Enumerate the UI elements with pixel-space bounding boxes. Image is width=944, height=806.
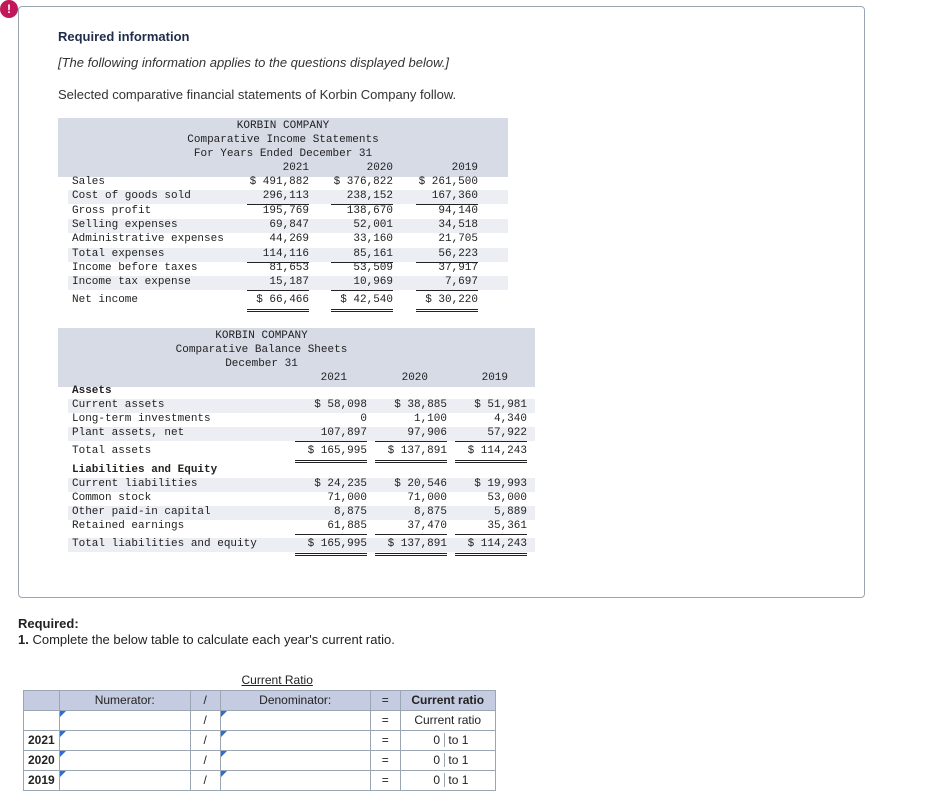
- ratio-value: 0: [427, 753, 445, 767]
- required-instruction: [18, 632, 395, 647]
- numerator-input[interactable]: [59, 730, 190, 750]
- slash: /: [190, 730, 220, 750]
- bs-row-value: 35,361: [487, 520, 527, 532]
- required-number: 1.: [18, 632, 29, 647]
- is-period: For Years Ended December 31: [193, 148, 373, 160]
- ratio-suffix: to 1: [448, 773, 469, 787]
- slash: /: [190, 770, 220, 790]
- required-text: Complete the below table to calculate each year's current ratio.: [32, 632, 395, 647]
- double-underline: [375, 553, 447, 556]
- is-row-value: $ 261,500: [418, 176, 478, 188]
- bs-row-value: 53,000: [487, 492, 527, 504]
- input-marker: [60, 771, 66, 777]
- slash: /: [190, 710, 220, 730]
- is-row-value: 69,847: [269, 218, 309, 231]
- equals-header: =: [370, 690, 400, 710]
- is-row-value: 10,969: [353, 276, 393, 289]
- denominator-input[interactable]: [220, 770, 370, 790]
- underline: [416, 191, 478, 205]
- bs-row-label: Retained earnings: [72, 520, 185, 532]
- result-subheader: Current ratio: [400, 710, 495, 730]
- bs-row-value: $ 58,098: [314, 399, 367, 411]
- is-row-value: $ 491,882: [249, 176, 309, 188]
- is-row-value: $ 66,466: [256, 294, 309, 307]
- underline: [247, 277, 309, 291]
- ratio-suffix: to 1: [448, 733, 469, 747]
- equals: =: [370, 730, 400, 750]
- applies-note: [The following information applies to the questions displayed below.]: [58, 55, 449, 70]
- income-statement: [58, 118, 508, 312]
- input-marker: [221, 771, 227, 777]
- bs-row-value: $ 137,891: [387, 538, 447, 550]
- assets-heading: Assets: [72, 385, 112, 397]
- numerator-field[interactable]: [64, 771, 186, 789]
- bs-row-label: Total assets: [72, 445, 152, 457]
- is-row-label: Income tax expense: [72, 276, 191, 289]
- double-underline: [455, 553, 527, 556]
- is-row-value: 33,160: [353, 233, 393, 246]
- numerator-input[interactable]: [59, 750, 190, 770]
- denominator-field[interactable]: [225, 771, 366, 789]
- is-row-label: Sales: [72, 176, 106, 188]
- numerator-input[interactable]: [59, 770, 190, 790]
- equals: =: [370, 710, 400, 730]
- is-year-2020: 2020: [366, 162, 393, 174]
- double-underline: [455, 460, 527, 463]
- denominator-input[interactable]: [220, 750, 370, 770]
- input-marker: [60, 711, 66, 717]
- is-row-value: 56,223: [438, 247, 478, 260]
- is-row-value: 44,269: [269, 233, 309, 246]
- is-title: Comparative Income Statements: [187, 134, 379, 146]
- ratio-result: [400, 750, 495, 770]
- year-label: 2020: [24, 750, 60, 770]
- is-row-value: 53,509: [353, 261, 393, 274]
- is-row-value: 114,116: [262, 247, 309, 260]
- bs-row-value: 107,897: [320, 427, 367, 439]
- underline: [455, 428, 527, 442]
- double-underline: [295, 460, 367, 463]
- ratio-row: [24, 750, 496, 770]
- numerator-field[interactable]: [64, 751, 186, 769]
- input-marker: [60, 751, 66, 757]
- bs-company: KORBIN COMPANY: [215, 330, 308, 342]
- is-row-value: 21,705: [438, 233, 478, 246]
- bs-row-label: Plant assets, net: [72, 427, 185, 439]
- is-row-value: 81,653: [269, 261, 309, 274]
- double-underline: [416, 309, 478, 312]
- is-row-value: 238,152: [346, 190, 393, 203]
- bs-row-label: Common stock: [72, 492, 152, 504]
- denominator-label-input[interactable]: [220, 710, 370, 730]
- denominator-header: Denominator:: [220, 690, 370, 710]
- underline: [331, 277, 393, 291]
- underline: [247, 191, 309, 205]
- bs-row-label: Current assets: [72, 399, 165, 411]
- ratio-result: [400, 770, 495, 790]
- ratio-row: [24, 730, 496, 750]
- is-row-value: 52,001: [353, 218, 393, 231]
- bs-row-value: $ 20,546: [394, 478, 447, 490]
- denominator-field[interactable]: [225, 731, 366, 749]
- is-row-value: 85,161: [353, 247, 393, 260]
- current-ratio-title: Current Ratio: [241, 672, 313, 687]
- underline: [331, 191, 393, 205]
- is-row-label: Total expenses: [72, 247, 165, 260]
- underline: [455, 521, 527, 535]
- bs-year-2019: 2019: [481, 372, 508, 384]
- bs-row-value: $ 38,885: [394, 399, 447, 411]
- underline: [295, 428, 367, 442]
- double-underline: [295, 553, 367, 556]
- is-row-value: 37,917: [438, 261, 478, 274]
- ratio-result: [400, 730, 495, 750]
- is-row-label: Income before taxes: [72, 261, 198, 274]
- denominator-label-field[interactable]: [225, 711, 366, 729]
- ratio-value: 0: [427, 733, 445, 747]
- bs-title: Comparative Balance Sheets: [175, 344, 348, 356]
- bs-row-value: 5,889: [493, 506, 527, 518]
- bs-year-2020: 2020: [401, 372, 428, 384]
- is-row-value: $ 30,220: [425, 294, 478, 307]
- required-title: Required:: [18, 616, 79, 631]
- denominator-input[interactable]: [220, 730, 370, 750]
- numerator-field[interactable]: [64, 731, 186, 749]
- current-ratio-table: [23, 670, 496, 791]
- is-row-value: 7,697: [444, 276, 478, 289]
- double-underline: [247, 309, 309, 312]
- equals: =: [370, 770, 400, 790]
- intro-text: Selected comparative financial statements of Korbin Company follow.: [58, 87, 457, 102]
- bs-row-value: $ 114,243: [467, 538, 527, 550]
- is-row-value: $ 376,822: [333, 176, 393, 188]
- bs-year-2021: 2021: [320, 372, 347, 384]
- is-row-label: Selling expenses: [72, 218, 178, 231]
- is-row-value: 195,769: [262, 204, 309, 217]
- bs-period: December 31: [225, 358, 298, 370]
- required-information-title: Required information: [58, 29, 190, 44]
- input-marker: [221, 711, 227, 717]
- is-row-value: 167,360: [431, 190, 478, 203]
- is-row-label: Gross profit: [72, 204, 152, 217]
- ratio-value: 0: [427, 773, 445, 787]
- result-header: Current ratio: [400, 690, 495, 710]
- bs-row-value: $ 165,995: [307, 538, 367, 550]
- input-marker: [221, 751, 227, 757]
- bs-row-value: $ 51,981: [474, 399, 527, 411]
- is-row-label: Net income: [72, 294, 139, 307]
- bs-row-value: 97,906: [407, 427, 447, 439]
- double-underline: [331, 309, 393, 312]
- numerator-header: Numerator:: [59, 690, 190, 710]
- slash-header: /: [190, 690, 220, 710]
- underline: [416, 277, 478, 291]
- bs-row-value: $ 165,995: [307, 445, 367, 457]
- bs-row-value: 8,875: [333, 506, 367, 518]
- year-label: 2021: [24, 730, 60, 750]
- underline: [416, 249, 478, 263]
- bs-row-value: 71,000: [407, 492, 447, 504]
- is-row-value: 15,187: [269, 276, 309, 289]
- ratio-row: [24, 770, 496, 790]
- double-underline: [375, 460, 447, 463]
- is-row-value: 138,670: [346, 204, 393, 217]
- bs-row-value: $ 114,243: [467, 445, 527, 457]
- bs-row-value: 71,000: [327, 492, 367, 504]
- underline: [295, 521, 367, 535]
- is-year-2021: 2021: [282, 162, 309, 174]
- underline: [375, 428, 447, 442]
- numerator-label-field[interactable]: [64, 711, 186, 729]
- bs-row-value: $ 19,993: [474, 478, 527, 490]
- bs-row-value: 37,470: [407, 520, 447, 532]
- bs-row-label: Total liabilities and equity: [72, 538, 257, 550]
- is-company: KORBIN COMPANY: [236, 120, 330, 132]
- bs-row-label: Current liabilities: [72, 478, 198, 490]
- balance-sheet: [58, 328, 535, 558]
- bs-row-value: $ 137,891: [387, 445, 447, 457]
- is-row-label: Cost of goods sold: [72, 190, 191, 203]
- bs-row-value: 8,875: [413, 506, 447, 518]
- underline: [331, 249, 393, 263]
- ratio-suffix: to 1: [448, 753, 469, 767]
- underline: [247, 249, 309, 263]
- is-row-label: Administrative expenses: [72, 233, 224, 246]
- bs-row-value: 61,885: [327, 520, 367, 532]
- is-row-value: 34,518: [438, 218, 478, 231]
- underline: [375, 521, 447, 535]
- is-row-value: $ 42,540: [340, 294, 393, 307]
- is-row-value: 94,140: [438, 204, 478, 217]
- is-row-value: 296,113: [262, 190, 309, 203]
- bs-row-value: 0: [360, 413, 367, 425]
- liabilities-heading: Liabilities and Equity: [72, 464, 218, 476]
- year-label: 2019: [24, 770, 60, 790]
- bs-row-label: Other paid-in capital: [72, 506, 211, 518]
- numerator-label-input[interactable]: [59, 710, 190, 730]
- bs-row-value: 57,922: [487, 427, 527, 439]
- bs-row-label: Long-term investments: [72, 413, 211, 425]
- denominator-field[interactable]: [225, 751, 366, 769]
- equals: =: [370, 750, 400, 770]
- slash: /: [190, 750, 220, 770]
- alert-icon: !: [0, 0, 18, 18]
- bs-row-value: 4,340: [493, 413, 527, 425]
- bs-row-value: $ 24,235: [314, 478, 367, 490]
- bs-row-value: 1,100: [413, 413, 447, 425]
- input-marker: [60, 731, 66, 737]
- is-year-2019: 2019: [451, 162, 478, 174]
- input-marker: [221, 731, 227, 737]
